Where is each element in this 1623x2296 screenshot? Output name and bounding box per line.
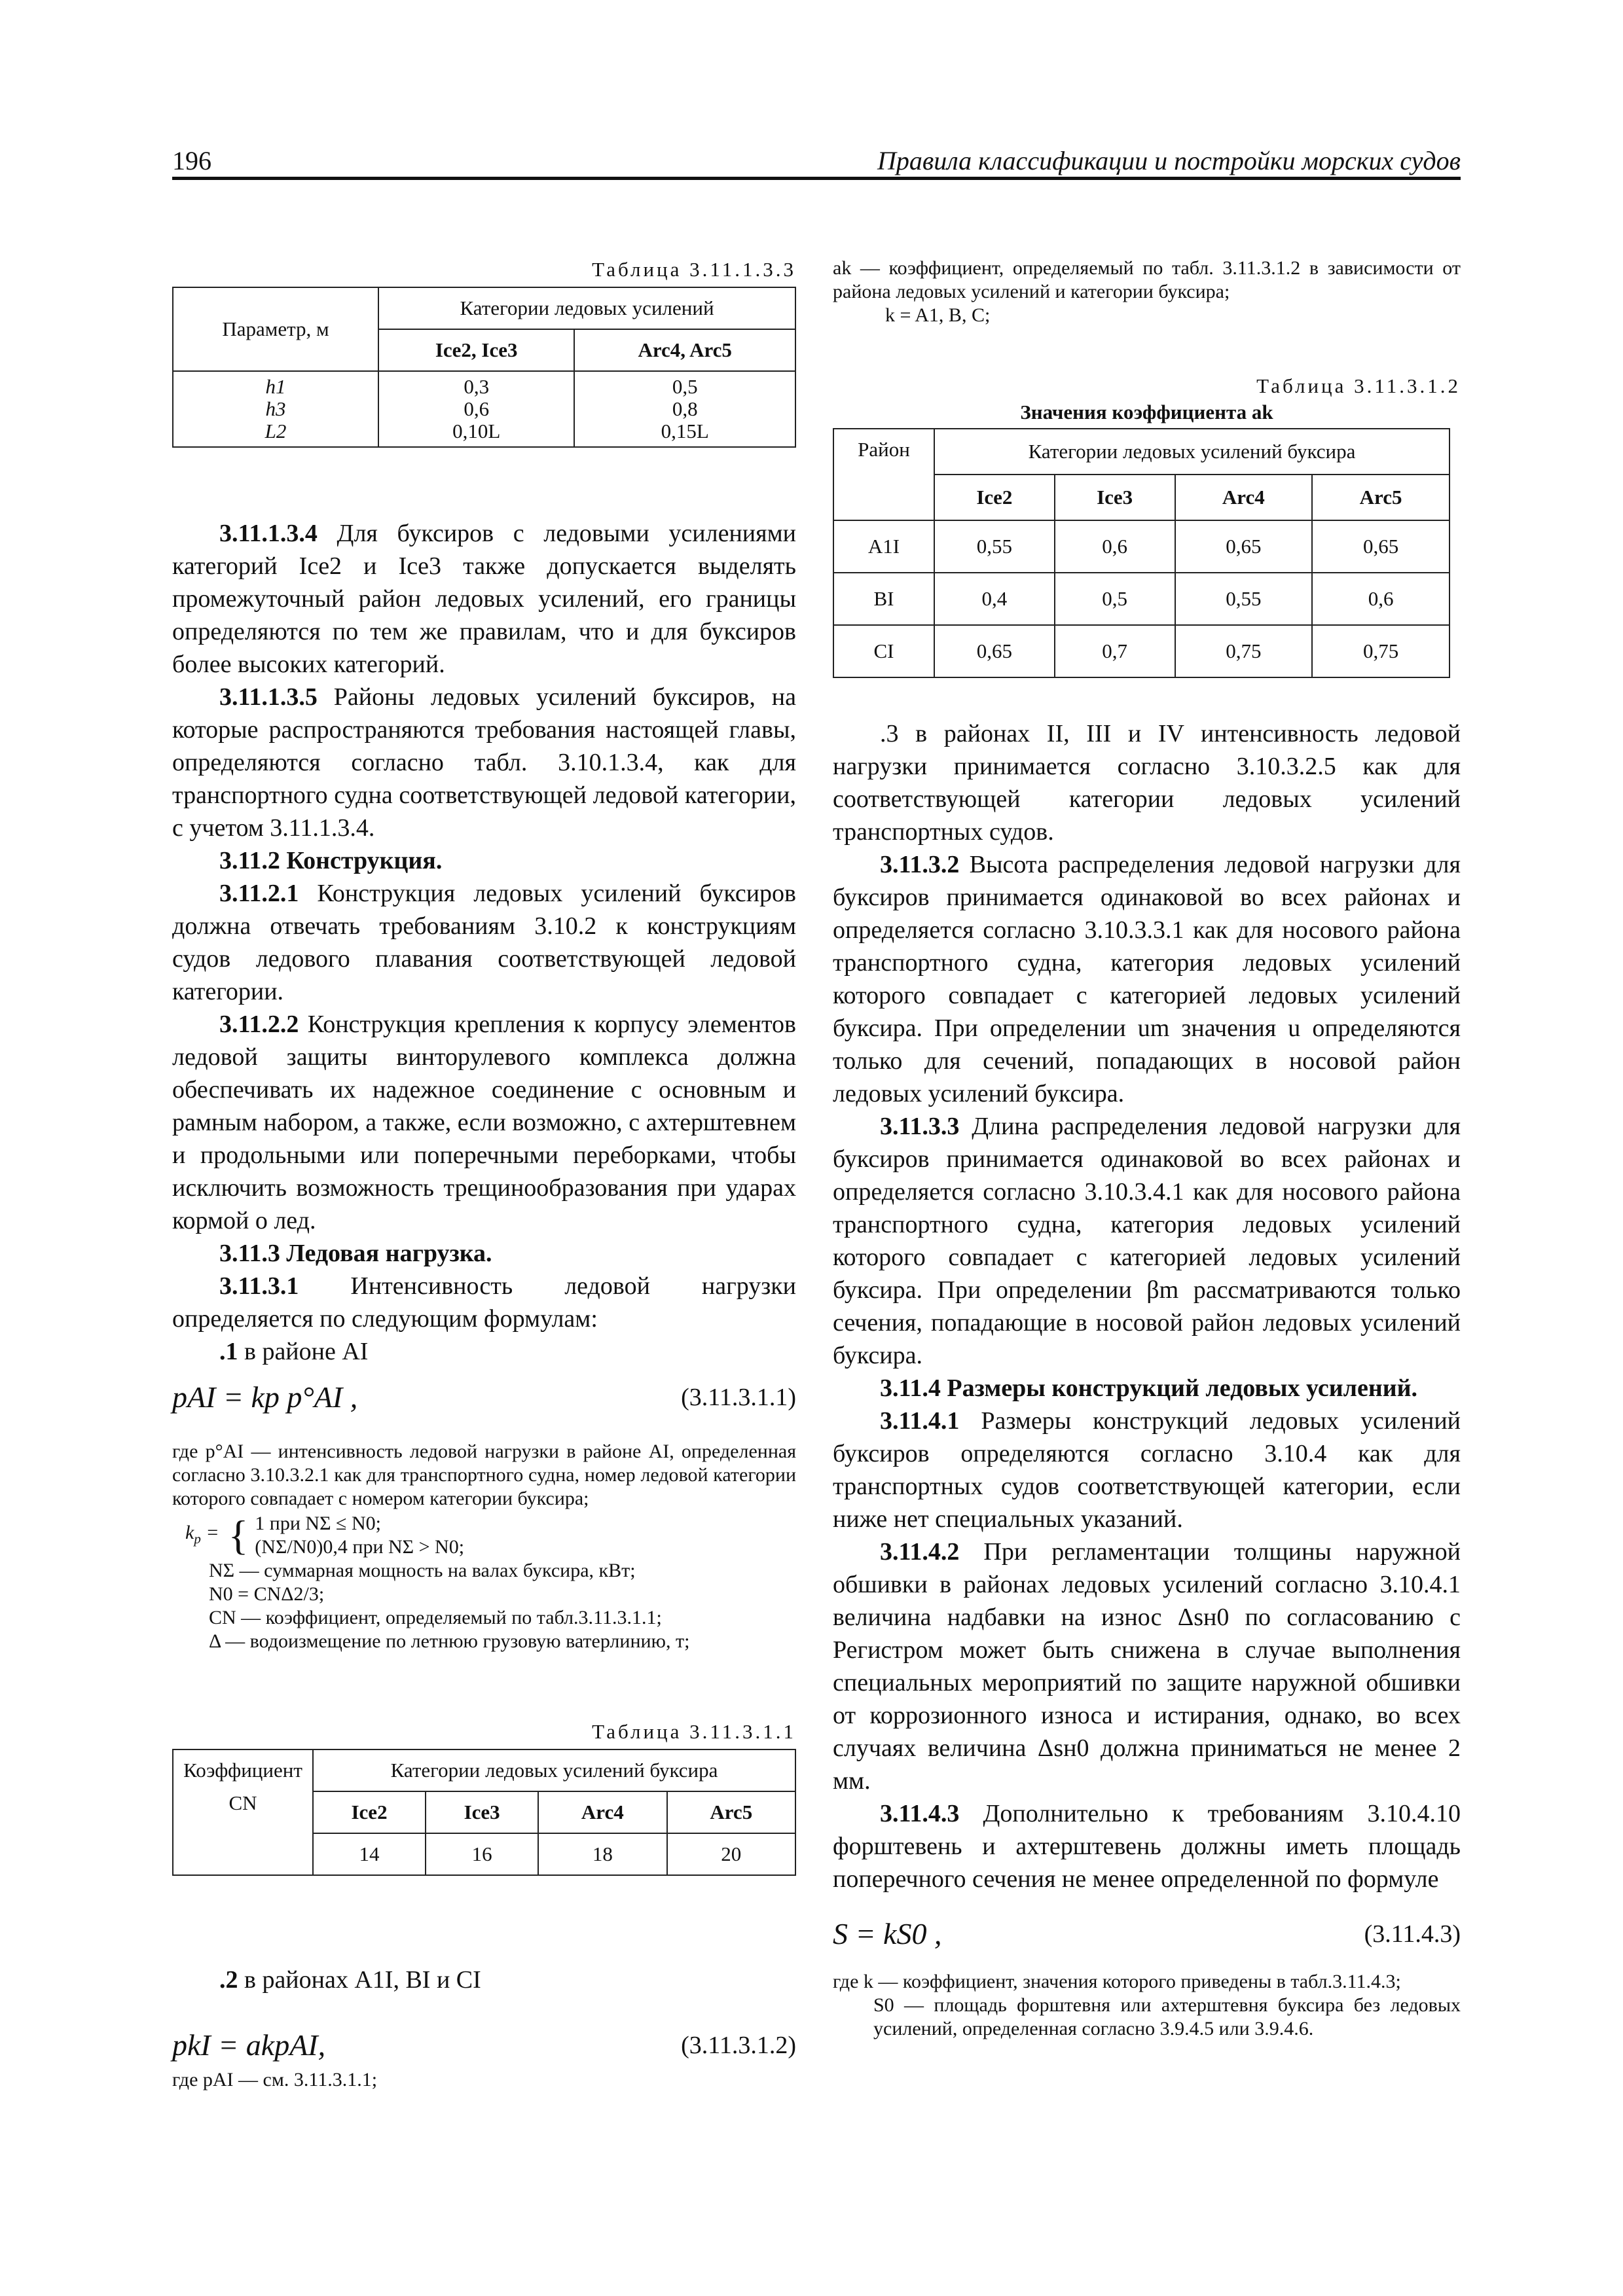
table-caption: Таблица 3.11.3.1.2 [1256,374,1461,397]
cell: 20 [667,1833,795,1875]
para-text: Высота распределения ледовой нагрузки для буксиров принимается одинаковой во всех районах и определяется согласно 3.10.3.3.1 как для носового района транспортного судна, категория ледовых усилений которого совпадает с категорией ледовых усилений буксира. При определении um значения u определяются только для сечений, попадающих в носовой район ледовых усилений буксира. [833,851,1461,1107]
legend [833,1970,1461,2041]
item-number: .1 [219,1338,238,1365]
col-header: Arc5 [667,1791,795,1833]
table-row: h1 [265,375,286,398]
kp-cases [255,1512,464,1559]
table-3-11-3-1-1-block [172,1719,796,1876]
paragraph: .3 в районах II, III и IV интенсивность ледовой нагрузки принимается согласно 3.10.3.2.5 как для соответствующей категории ледовых усилений транспортных судов. [833,720,1461,846]
paragraph [833,1535,1461,1797]
definition: k = A1, B, C; [885,304,991,326]
paragraph [833,1405,1461,1535]
para-text: Конструкция крепления к корпусу элементов ледовой защиты винторулевого комплекса должна обеспечивать их надежное соединение с основным и рамным набором, а также, если возможно, с ахтерштевнем и продольными или поперечными переборками, чтобы исключить возможность трещинообразования при ударах кормой о лед. [172,1011,796,1234]
cell: 16 [426,1833,538,1875]
cell: 0,7 [1055,625,1175,677]
table-caption: Таблица 3.11.3.1.1 [592,1720,796,1743]
definition: ak — коэффициент, определяемый по табл. 3.11.3.1.2 в зависимости от района ледовых усилений и категории буксира; [833,257,1461,302]
para-text: Длина распределения ледовой нагрузки для буксиров принимается одинаковой во всех районах и определяется согласно 3.10.3.4.1 как для носового района транспортного судна, категория ледовых усилений которого совпадает с категорией ледовых усилений буксира. При определении βm рассматриваются только сечения, попадающие в носовой район ледовых усилений буксира. [833,1113,1461,1369]
para-number: 3.11.1.3.5 [219,683,318,711]
kp-symbol: $k_p$ = [185,1521,219,1547]
formula-text: pkI = akpAI, [172,2028,326,2062]
col-header-coef: Коэффициент CN [173,1749,313,1875]
para-number: 3.11.1.3.4 [219,520,318,547]
para-text: При регламентации толщины наружной обшивки в районах ледовых усилений согласно 3.10.4.1 величина надбавки на износ Δsн0 по согласованию с Регистром может быть снижена в случае выполнения специальных мероприятий по защите наружной обшивки от коррозионного износа и истирания, однако, во всех случаях величина Δsн0 должна приниматься не менее 2 мм. [833,1538,1461,1795]
para-text: Размеры конструкций ледовых усилений буксиров определяются согласно 3.10.4 как для транспортных судов соответствующей категории, если ниже нет специальных указаний. [833,1407,1461,1533]
cell: 0,8 [672,397,698,420]
col-header: Ice3 [1055,475,1175,520]
cell: 0,6 [1312,573,1450,625]
param-cell [173,371,378,447]
paragraph [833,1797,1461,1895]
col-header: Arc4 [1175,475,1313,520]
col-header-b: Arc4, Arc5 [574,329,795,371]
cell: 0,75 [1175,625,1313,677]
col-header: Arc4 [538,1791,666,1833]
row-label: CI [833,625,934,677]
paragraph [833,1110,1461,1372]
formula-text: S = kS0 , [833,1917,942,1950]
legend [172,1440,796,1653]
heading-text: 3.11.4 Размеры конструкций ледовых усилений. [880,1374,1418,1402]
formula-text: pAI = kp p°AI , [172,1380,358,1414]
right-body [833,717,1461,1895]
para-number: 3.11.3.3 [880,1113,960,1140]
page-number: 196 [172,146,211,175]
item-2-block [172,1964,796,2092]
table-3-11-1-3-3-block [172,257,796,448]
cell: 0,6 [1055,520,1175,573]
col-header-region: Район [833,429,934,520]
definition: Δ — водоизмещение по летнюю грузовую ватерлинию, т; [209,1630,690,1652]
case-line: 1 при NΣ ≤ N0; [255,1513,381,1534]
col-header-param: Параметр, м [173,287,378,371]
paragraph [172,1270,796,1335]
formula-block-1 [172,1374,796,1653]
para-text: Для буксиров с ледовыми усилениями категорий Ice2 и Ice3 также допускается выделять промежуточный район ледовых усилений, его границы определяются по тем же правилам, что и для буксиров более высоких категорий. [172,520,796,678]
para-text: Конструкция ледовых усилений буксиров должна отвечать требованиям 3.10.2 к конструкциям судов ледового плавания соответствующей ледовой категории. [172,880,796,1005]
cell: 0,65 [934,625,1055,677]
col-header-group: Категории ледовых усилений буксира [934,429,1450,475]
para-number: 3.11.2.1 [219,880,299,907]
formula-number: (3.11.3.1.2) [681,2032,796,2059]
col-header-group: Категории ледовых усилений буксира [313,1749,795,1791]
paragraph [172,877,796,1008]
item-text: в районах A1I, BI и CI [238,1966,481,1994]
col-header-group: Категории ледовых усилений [378,287,795,329]
section-heading [833,1372,1461,1405]
cell: 0,3 [464,375,490,398]
table-row [833,520,1450,573]
table-row: L2 [264,420,287,442]
table-3-11-1-3-3 [172,287,796,448]
definition: N0 = CNΔ2/3; [209,1583,325,1605]
cell: 0,5 [1055,573,1175,625]
cell: 0,15L [661,420,709,442]
paragraph [172,517,796,681]
cell: 0,55 [934,520,1055,573]
value-cell-a [378,371,574,447]
para-number: 3.11.4.3 [880,1800,960,1827]
ak-definitions [833,257,1461,327]
col-header: Arc5 [1312,475,1450,520]
paragraph [172,1008,796,1237]
kp-definition [172,1512,796,1559]
table-row: h3 [265,397,286,420]
table-row [833,573,1450,625]
formula-number: (3.11.4.3) [1364,1920,1461,1948]
legend-text: где k — коэффициент, значения которого приведены в табл.3.11.4.3; [833,1971,1401,1992]
col-header: Ice2 [934,475,1055,520]
symbol-definitions [172,1559,796,1653]
item-number: .2 [219,1966,238,1994]
para-text: Дополнительно к требованиям 3.10.4.10 форштевень и ахтерштевень должны иметь площадь поперечного сечения не менее определенной по формуле [833,1800,1461,1893]
formula [833,1911,1461,1957]
cell: 18 [538,1833,666,1875]
table-row [833,625,1450,677]
heading-text: 3.11.2 Конструкция. [219,847,443,874]
formula [172,1374,796,1420]
formula [172,2022,796,2068]
cell: 0,4 [934,573,1055,625]
para-text: Районы ледовых усилений буксиров, на которые распространяются требования настоящей главы, определяются согласно табл. 3.10.1.3.4, как для транспортного судна соответствующей ледовой категории, с учетом 3.11.1.3.4. [172,683,796,842]
legend-text: где pAI — см. 3.11.3.1.1; [172,2069,378,2090]
para-number: 3.11.3.1 [219,1272,299,1300]
running-title: Правила классификации и постройки морских судов [877,146,1461,175]
table-caption: Таблица 3.11.1.3.3 [592,258,796,281]
header-rule [172,177,1461,180]
legend-text: где p°AI — интенсивность ледовой нагрузки в районе AI, определенная согласно 3.10.3.2.1 как для транспортного судна, номер ледовой категории которого совпадает с номером категории буксира; [172,1441,796,1509]
para-number: 3.11.3.2 [880,851,960,878]
table-3-11-3-1-2 [833,428,1450,678]
formula-block-right [833,1911,1461,2041]
cell: 0,65 [1312,520,1450,573]
paragraph [833,848,1461,1110]
list-item [172,1964,796,1996]
cell: 0,65 [1175,520,1313,573]
definition: NΣ — суммарная мощность на валах буксира, кВт; [209,1560,636,1581]
col-header: Ice3 [426,1791,538,1833]
case-line: (NΣ/N0)0,4 при NΣ > N0; [255,1536,465,1558]
para-number: 3.11.4.1 [880,1407,960,1435]
cell: 0,10L [452,420,501,442]
table-3-11-3-1-2-block [833,373,1461,678]
cell: 0,5 [672,375,698,398]
para-number: 3.11.2.2 [219,1011,299,1038]
formula-number: (3.11.3.1.1) [681,1384,796,1411]
cell: 0,6 [464,397,490,420]
item-text: в районе AI [238,1338,369,1365]
value-cell-b [574,371,795,447]
section-heading [172,844,796,877]
definition: CN — коэффициент, определяемый по табл.3.11.3.1.1; [209,1607,662,1628]
cell: 0,75 [1312,625,1450,677]
row-label: A1I [833,520,934,573]
para-text: Интенсивность ледовой нагрузки определяется по следующим формулам: [172,1272,796,1333]
cell: 0,55 [1175,573,1313,625]
table-3-11-3-1-1 [172,1749,796,1876]
table-title: Значения коэффициента ak [1020,401,1273,423]
section-heading [172,1237,796,1270]
cell: 14 [313,1833,426,1875]
legend-text: S0 — площадь форштевня или ахтерштевня буксира без ледовых усилений, определенная согласно 3.9.4.5 или 3.9.4.6. [873,1994,1461,2039]
brace-glyph: { [228,1512,249,1558]
col-header-a: Ice2, Ice3 [378,329,574,371]
paragraph [172,681,796,844]
list-item [172,1335,796,1368]
para-number: 3.11.4.2 [880,1538,960,1566]
heading-text: 3.11.3 Ледовая нагрузка. [219,1240,492,1267]
left-body [172,517,796,1368]
row-label: BI [833,573,934,625]
col-header: Ice2 [313,1791,426,1833]
